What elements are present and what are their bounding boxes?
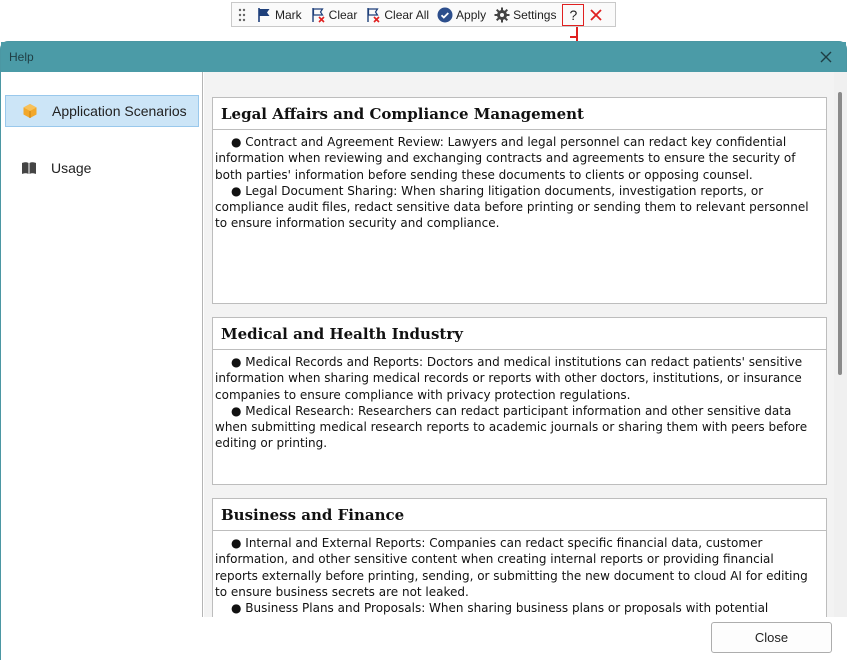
help-button[interactable]: ? xyxy=(562,4,584,26)
flag-icon xyxy=(256,7,272,23)
dialog-footer xyxy=(1,617,848,661)
dialog-close-button[interactable] xyxy=(814,45,838,69)
section-bullet: ● Internal and External Reports: Companies can redact specific financial data, customer information, and other sensitive content when creating internal reports or providing financial reports externally before printing, sending, or submitting the new document to cloud AI for editing to ensure business secrets are not leaked. xyxy=(215,536,808,599)
vertical-scrollbar[interactable] xyxy=(834,72,847,617)
book-icon xyxy=(21,160,37,176)
mark-label: Mark xyxy=(275,7,302,22)
settings-label: Settings xyxy=(513,7,557,22)
sidebar-item-application-scenarios[interactable] xyxy=(5,95,199,127)
clear-label: Clear xyxy=(328,7,358,22)
section-title: Business and Finance xyxy=(213,499,826,531)
close-icon xyxy=(820,51,832,63)
close-icon xyxy=(590,9,602,21)
sidebar-item-label: Application Scenarios xyxy=(52,103,187,119)
apply-label: Apply xyxy=(456,7,487,22)
close-button[interactable]: Close xyxy=(711,622,832,653)
help-sidebar xyxy=(1,72,203,617)
toolbar-close-button[interactable] xyxy=(586,4,606,26)
section-card-medical xyxy=(212,317,827,485)
clear-all-flag-icon xyxy=(365,7,381,23)
check-circle-icon xyxy=(437,7,453,23)
clear-flag-icon xyxy=(310,7,326,23)
sidebar-item-label: Usage xyxy=(51,160,92,176)
clear-all-button[interactable] xyxy=(361,3,433,26)
redaction-toolbar xyxy=(231,2,616,27)
section-title: Legal Affairs and Compliance Management xyxy=(213,98,826,130)
clear-button[interactable] xyxy=(306,3,362,26)
sidebar-item-usage[interactable] xyxy=(5,152,199,184)
section-bullet: ● Contract and Agreement Review: Lawyers and legal personnel can redact key confidential information when reviewing and exchanging contracts and agreements to ensure the security of both parties' information before sending these documents to clients or opposing counsel. xyxy=(215,135,796,182)
gear-icon xyxy=(494,7,510,23)
section-bullet: ● Legal Document Sharing: When sharing litigation documents, investigation reports, or compliance audit files, redact sensitive data before printing or sending them to relevant personnel to ensure information security and compliance. xyxy=(215,183,809,231)
mark-button[interactable] xyxy=(252,3,306,26)
scrollbar-thumb[interactable] xyxy=(838,92,842,375)
drag-grip-icon[interactable] xyxy=(232,3,252,26)
section-bullet: ● Medical Research: Researchers can redact participant information and other sensitive data when submitting medical research reports to academic journals or sharing them with peers before editing or printing. xyxy=(215,403,808,451)
section-bullet: ● Business Plans and Proposals: When sharing business plans or proposals with potential xyxy=(231,601,769,616)
section-bullet: ● Medical Records and Reports: Doctors and medical institutions can redact patients' sensitive information when sharing medical records or reports with other doctors, institutions, or insurance companies to ensure compliance with privacy protection regulations. xyxy=(215,355,803,402)
section-title: Medical and Health Industry xyxy=(213,318,826,350)
cube-icon xyxy=(22,103,38,119)
help-content-pane[interactable] xyxy=(204,72,847,617)
apply-button[interactable] xyxy=(433,3,490,26)
dialog-title: Help xyxy=(9,50,34,64)
clear-all-label: Clear All xyxy=(384,7,430,22)
dialog-titlebar xyxy=(1,42,846,72)
help-dialog xyxy=(0,41,847,660)
settings-button[interactable] xyxy=(490,3,560,26)
section-card-legal xyxy=(212,97,827,304)
